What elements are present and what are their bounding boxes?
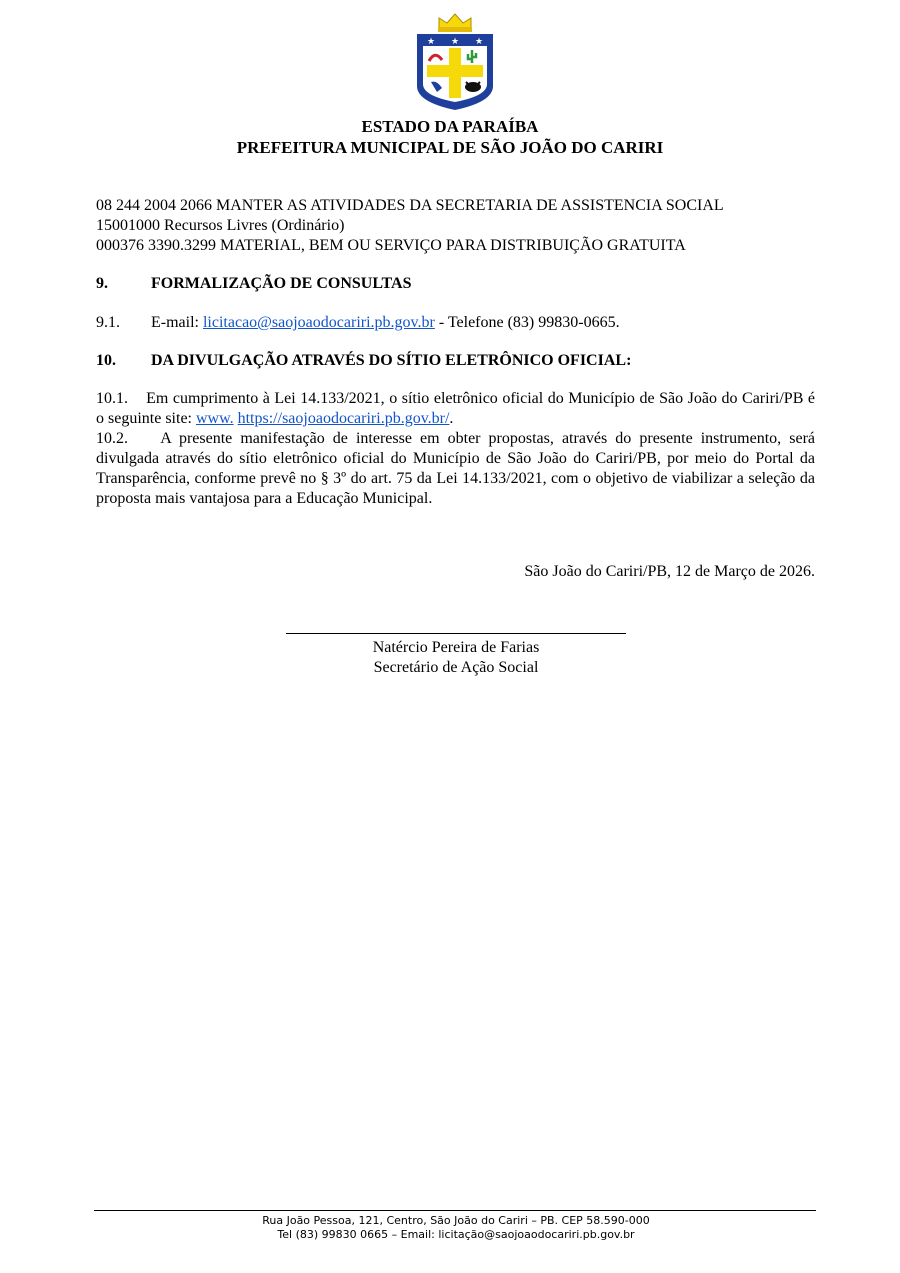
section-9-1 xyxy=(96,313,815,333)
budget-line-source: 15001000 Recursos Livres (Ordinário) xyxy=(96,217,345,234)
budget-block xyxy=(96,196,815,256)
municipality-heading: PREFEITURA MUNICIPAL DE SÃO JOÃO DO CARIRI xyxy=(236,138,664,157)
municipal-coat-of-arms-icon xyxy=(415,12,495,112)
item-9-1-number: 9.1. xyxy=(96,314,120,331)
paragraph-10-1 xyxy=(96,389,815,429)
www-link[interactable]: www. xyxy=(195,410,234,427)
site-link[interactable]: https://saojoaodocariri.pb.gov.br/ xyxy=(237,410,450,427)
section-9-title xyxy=(96,274,815,294)
signatory-name: Natércio Pereira de Farias xyxy=(372,639,540,656)
signature-line xyxy=(286,633,626,634)
section-9-title-text: FORMALIZAÇÃO DE CONSULTAS xyxy=(151,275,412,292)
paragraph-10-1-end: . xyxy=(449,410,454,427)
email-label: E-mail: xyxy=(151,314,203,331)
paragraph-10-2-number: 10.2. xyxy=(96,430,128,447)
budget-line-action: 08 244 2004 2066 MANTER AS ATIVIDADES DA SECRETARIA DE ASSISTENCIA SOCIAL xyxy=(96,197,724,214)
footer-contact: Tel (83) 99830 0665 – Email: licitação@saojoaodocariri.pb.gov.br xyxy=(277,1228,635,1241)
footer-address: Rua João Pessoa, 121, Centro, São João do Cariri – PB. CEP 58.590-000 xyxy=(262,1214,650,1227)
state-heading: ESTADO DA PARAÍBA xyxy=(361,117,539,136)
paragraph-10-2 xyxy=(96,429,815,509)
paragraph-10-2-text: A presente manifestação de interesse em obter propostas, através do presente instrumento, será divulgada através do sítio eletrônico oficial do Município de São João do Cariri/PB, por meio do Portal da Transparência, conforme prevê no § 3º do art. 75 da Lei 14.133/2021, com o objetivo de viabilizar a seleção da proposta mais vantajosa para a Educação Municipal. xyxy=(96,430,815,507)
section-10-number: 10. xyxy=(96,352,116,369)
paragraph-10-1-text: Em cumprimento à Lei 14.133/2021, o sítio eletrônico oficial do Município de São João do Cariri/PB é o seguinte site: xyxy=(96,390,816,427)
svg-text:★: ★ xyxy=(450,37,460,47)
paragraph-10-1-number: 10.1. xyxy=(96,390,128,407)
section-9-number: 9. xyxy=(96,275,108,292)
footer-divider xyxy=(94,1210,816,1211)
svg-text:★: ★ xyxy=(474,37,484,47)
section-10-title xyxy=(96,351,815,371)
svg-text:★: ★ xyxy=(426,37,436,47)
signatory-role: Secretário de Ação Social xyxy=(373,659,539,676)
email-link[interactable]: licitacao@saojoaodocariri.pb.gov.br xyxy=(202,314,435,331)
phone-text: - Telefone (83) 99830-0665. xyxy=(434,314,620,331)
budget-line-element: 000376 3390.3299 MATERIAL, BEM OU SERVIÇO PARA DISTRIBUIÇÃO GRATUITA xyxy=(96,237,686,254)
section-10-title-text: DA DIVULGAÇÃO ATRAVÉS DO SÍTIO ELETRÔNICO OFICIAL: xyxy=(151,352,632,369)
date-line: São João do Cariri/PB, 12 de Março de 2026. xyxy=(524,563,815,580)
